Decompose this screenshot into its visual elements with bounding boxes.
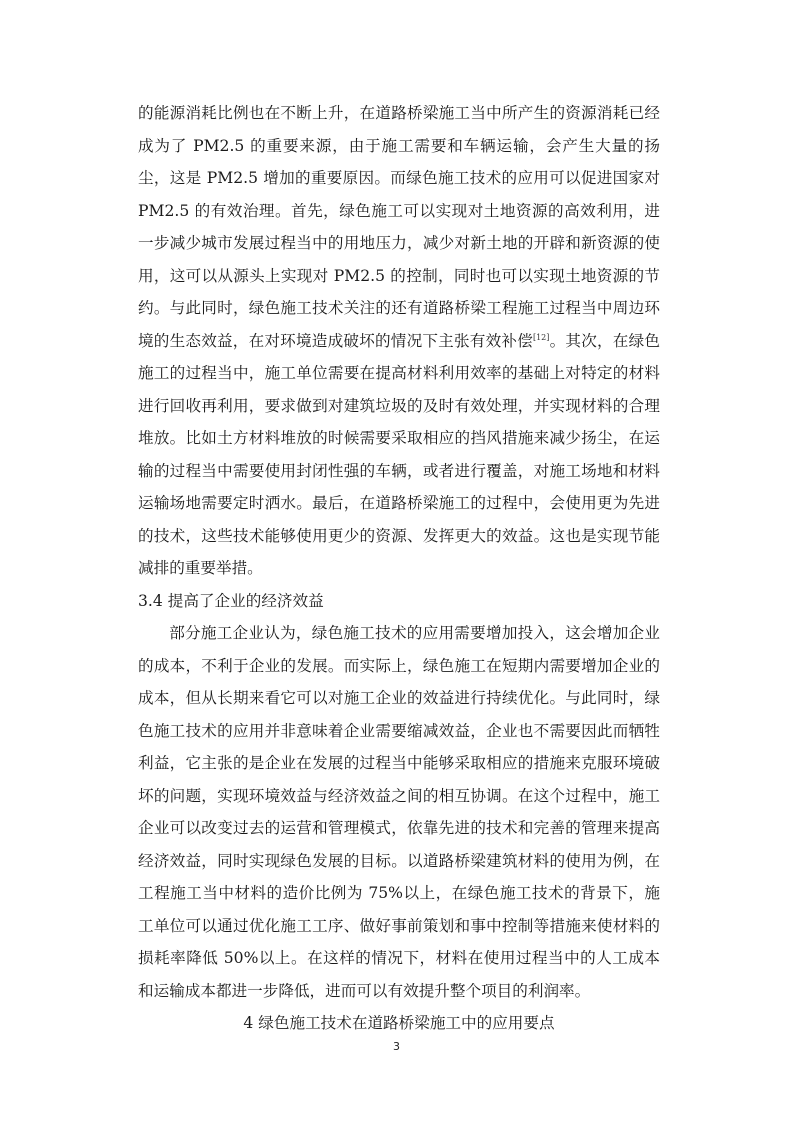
page-body: [138, 97, 660, 1040]
paragraph-text-part-2: 。其次，在绿色施工的过程当中，施工单位需要在提高材料利用效率的基础上对特定的材料进行回收再利用，要求做到对建筑垃圾的及时有效处理，并实现材料的合理堆放。比如土方材料堆放的时候需要采取相应的挡风措施来减少扬尘，在运输的过程当中需要使用封闭性强的车辆，或者进行覆盖，对施工场地和材料运输场地需要定时洒水。最后，在道路桥梁施工的过程中，会使用更为先进的技术，这些技术能够使用更少的资源、发挥更大的效益。这也是实现节能减排的重要举措。: [138, 331, 660, 577]
paragraph-pm25-continuation: [138, 97, 660, 585]
citation-reference-12: [12]: [532, 332, 550, 342]
paragraph-economic-benefits: 部分施工企业认为，绿色施工技术的应用需要增加投入，这会增加企业的成本，不利于企业的发展。而实际上，绿色施工在短期内需要增加企业的成本，但从长期来看它可以对施工企业的效益进行持续优化。与此同时，绿色施工技术的应用并非意味着企业需要缩减效益，企业也不需要因此而牺牲利益，它主张的是企业在发展的过程当中能够采取相应的措施来克服环境破坏的问题，实现环境效益与经济效益之间的相互协调。在这个过程中，施工企业可以改变过去的运营和管理模式，依靠先进的技术和完善的管理来提高经济效益，同时实现绿色发展的目标。以道路桥梁建筑材料的使用为例，在工程施工当中材料的造价比例为 75%以上，在绿色施工技术的背景下，施工单位可以通过优化施工工序、做好事前策划和事中控制等措施来使材料的损耗率降低 50%以上。在这样的情况下，材料在使用过程当中的人工成本和运输成本都进一步降低，进而可以有效提升整个项目的利润率。: [138, 624, 660, 1000]
page-number: 3: [393, 1040, 400, 1053]
section-heading-4: 4 绿色施工技术在道路桥梁施工中的应用要点: [243, 1014, 555, 1032]
section-heading-3-4: 3.4 提高了企业的经济效益: [138, 591, 324, 610]
paragraph-text-part-1: 的能源消耗比例也在不断上升，在道路桥梁施工当中所产生的资源消耗已经成为了 PM2.5 的重要来源，由于施工需要和车辆运输，会产生大量的扬尘，这是 PM2.5 增加的重要原因。而绿色施工技术的应用可以促进国家对 PM2.5 的有效治理。首先，绿色施工可以实现对土地资源的高效利用，进一步减少城市发展过程当中的用地压力，减少对新土地的开辟和新资源的使用，这可以从源头上实现对 PM2.5 的控制，同时也可以实现土地资源的节约。与此同时，绿色施工技术关注的还有道路桥梁工程施工过程当中周边环境的生态效益，在对环境造成破坏的情况下主张有效补偿: [138, 104, 660, 350]
